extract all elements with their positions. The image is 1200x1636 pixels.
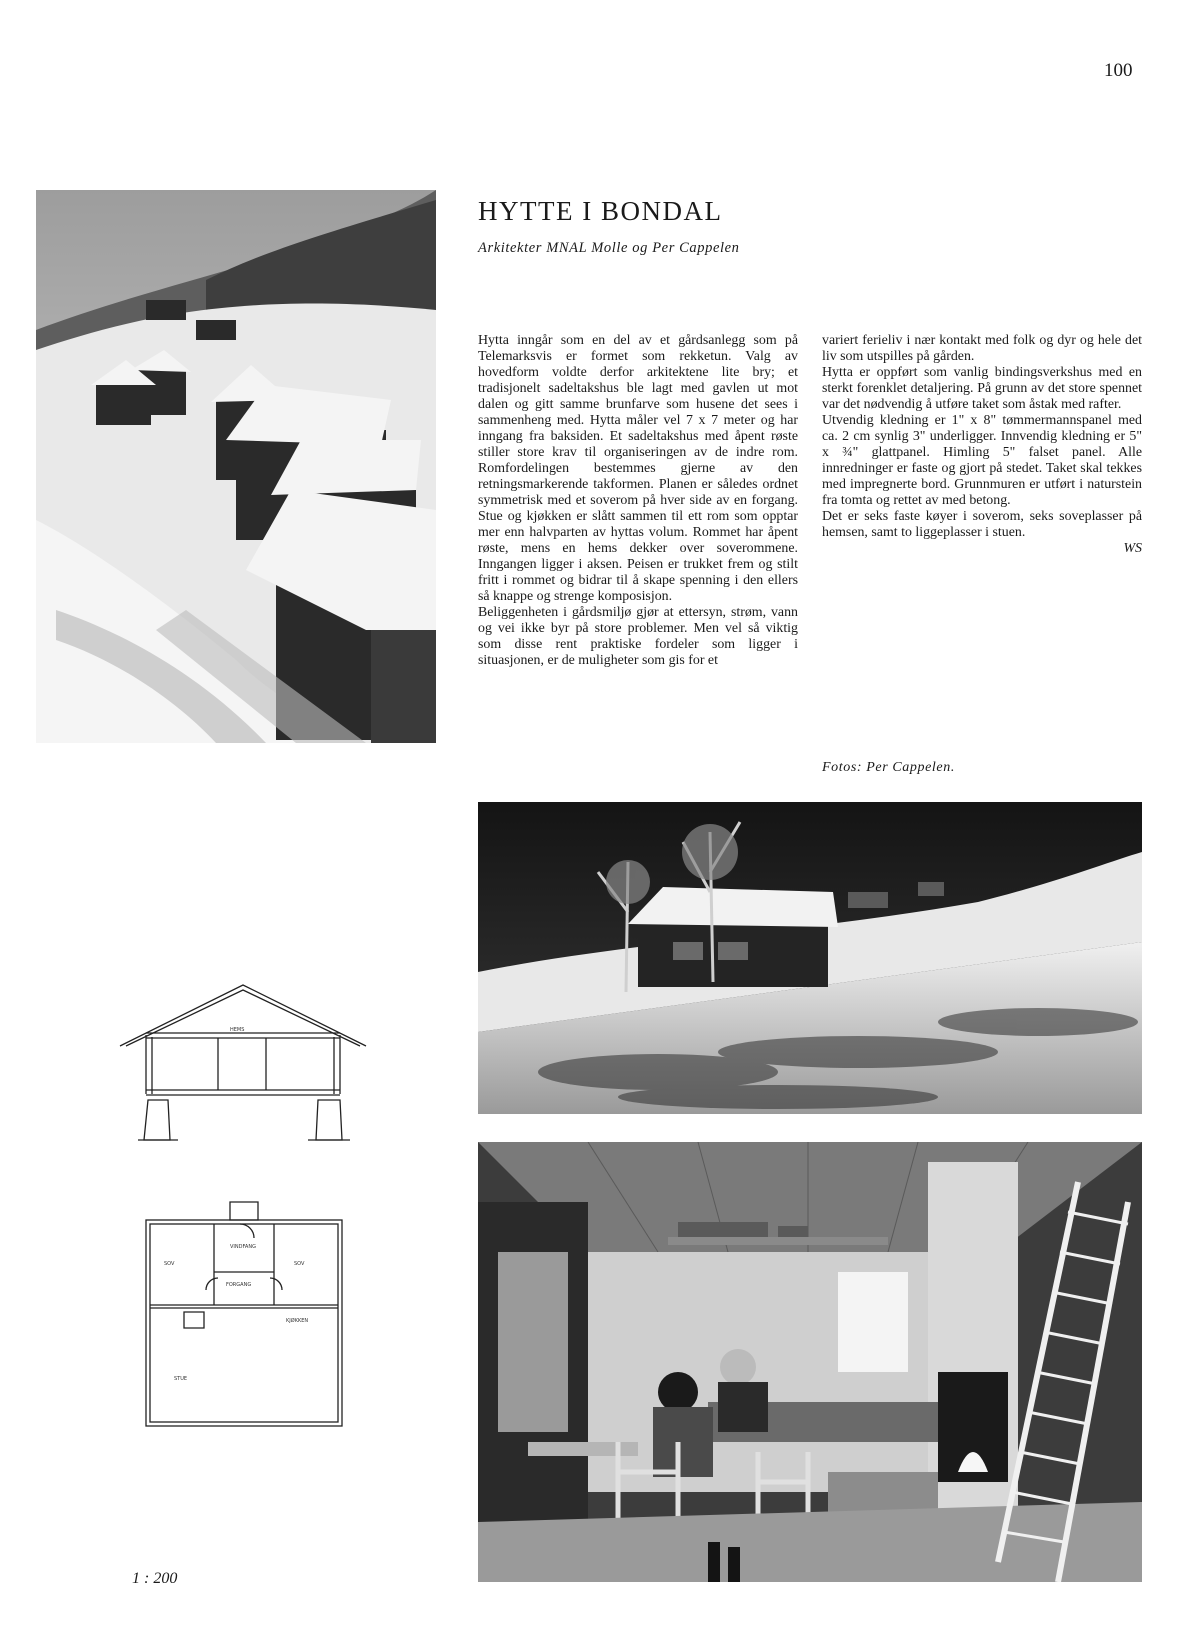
drawing-scale: 1 : 200: [132, 1570, 178, 1587]
section-drawing: [118, 980, 368, 1150]
body-column-2: [822, 333, 1142, 557]
body-paragraph: Hytta inngår som en del av et gårdsanlegg som på Telemarksvis er formet som rekketun. Valg av hovedform voldte derfor arkitektene lite bry; et tradisjonelt sadeltakshus ble lagt med gavlen ut mot dalen og gitt samme brunfarve som husene det sees i sammenheng med. Hytta måler vel 7 x 7 meter og har inngang fra baksiden. Et sadeltakshus med åpent røste stiller store krav til organiseringen av de indre rom. Romfordelingen bestemmes gjerne av den retningsmarkerende takformen. Planen er således ordnet symmetrisk med et soverom på hver side av en forgang. Stue og kjøkken er slått sammen til ett rom som opptar mer enn halvparten av hyttas volum. Rommet har åpent røste, mens en hems dekker over soverommene. Inngangen ligger i aksen. Peisen er trukket frem og stilt fritt i rommet og bidrar til å skape spenning i den ellers så knappe og strenge komposisjon.: [478, 333, 798, 604]
plan-label-vindfang: VINDFANG: [230, 1244, 256, 1250]
plan-label-sov-left: SOV: [164, 1261, 175, 1267]
plan-label-stue: STUE: [174, 1376, 188, 1382]
floor-plan: [144, 1200, 344, 1428]
body-paragraph: Hytta er oppført som vanlig bindingsverkshus med en sterkt forenklet detaljering. På grunn av det store spennet var det nødvendig å utføre taket som åstak med rafter.: [822, 365, 1142, 412]
photo-cabin-exterior: [478, 802, 1142, 1114]
body-paragraph: Det er seks faste køyer i soverom, seks soveplasser på hemsen, samt to liggeplasser i stuen.: [822, 509, 1142, 540]
plan-label-sov-right: SOV: [294, 1261, 305, 1267]
article-subtitle: Arkitekter MNAL Molle og Per Cappelen: [478, 240, 740, 256]
body-paragraph: variert ferieliv i nær kontakt med folk og dyr og hele det liv som utspilles på gården.: [822, 333, 1142, 364]
section-label-hems: HEMS: [230, 1027, 245, 1033]
photo-credit: Fotos: Per Cappelen.: [822, 760, 955, 775]
body-paragraph: Beliggenheten i gårdsmiljø gjør at ettersyn, strøm, vann og vei ikke byr på store problemer. Men vel så viktig som disse rent praktiske fordeler som ligger i situasjonen, er de muligheter som gis for et: [478, 605, 798, 668]
plan-label-kjokken: KJØKKEN: [286, 1318, 309, 1324]
plan-label-forgang: FORGANG: [226, 1282, 252, 1288]
photo-snowy-village: [36, 190, 436, 743]
author-signature: WS: [1123, 541, 1142, 556]
article-title: HYTTE I BONDAL: [478, 196, 723, 226]
photo-cabin-interior: [478, 1142, 1142, 1582]
body-paragraph: Utvendig kledning er 1" x 8" tømmermannspanel med ca. 2 cm synlig 3" underligger. Innvendig kledning er 5" x ¾" glattpanel. Himling 5" falset panel. Alle innredninger er faste og gjort på stedet. Taket skal tekkes med impregnerte bord. Grunnmuren er utført i naturstein fra tomta og rettet av med betong.: [822, 413, 1142, 508]
page-number: 100: [1104, 60, 1133, 81]
body-column-1: [478, 333, 798, 781]
